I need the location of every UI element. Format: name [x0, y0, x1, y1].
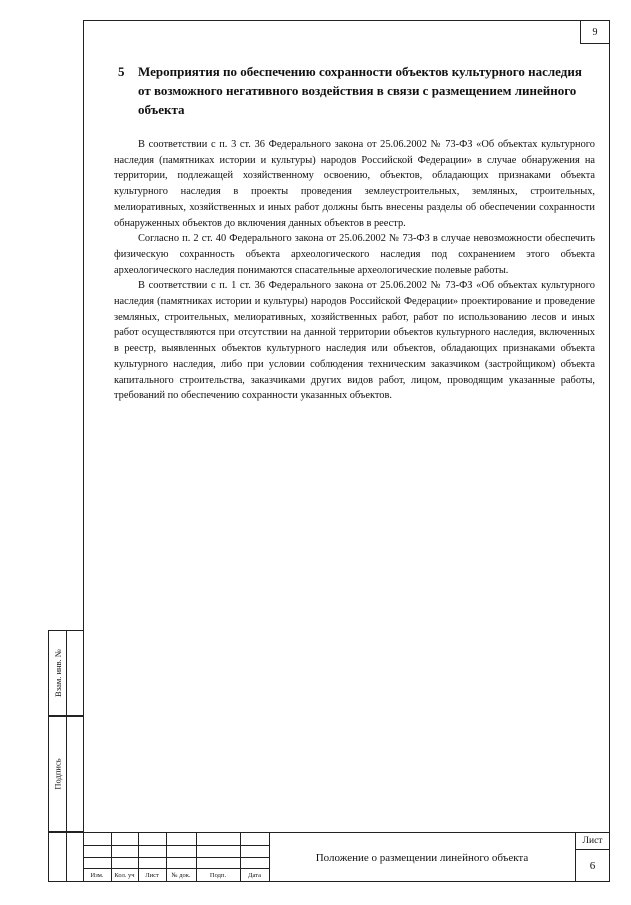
title-block: [83, 832, 610, 882]
tb-col-izm: Изм.: [90, 872, 104, 879]
side-vzam-inv: [48, 630, 83, 716]
side-podpis: [48, 716, 83, 832]
paragraph-3: В соответствии с п. 1 ст. 36 Федерального закона от 25.06.2002 № 73-ФЗ «Об объектах культурного наследия (памятниках истории и культуры) народов Российской Федерации» проектирование и проведение земляных, строительных, мелиоративных, хозяйственных работ, работ по использованию лесов и иных работ осуществляются при отсутствии на данной территории объектов культурного наследия, включенных в реестр, выявленных объектов культурного наследия или объектов, обладающих признаками объекта культурного наследия, либо при условии соблюдения техническим заказчиком (застройщиком) объекта капитального строительства, заказчиками других видов работ, лицом, проводящим указанные работы, требований по обеспечению сохранности указанных объектов.: [114, 280, 595, 402]
section-title: Мероприятия по обеспечению сохранности объектов культурного наследия от возможного негативного воздействия в связи с размещением линейного объекта: [138, 64, 582, 117]
body-text: [114, 137, 595, 404]
section-number: 5: [118, 64, 125, 79]
tb-col-list: Лист: [145, 872, 159, 879]
side-col-label: [49, 833, 67, 881]
sheet-number: 6: [589, 860, 596, 872]
side-label-vzam: Взам. инв. №: [52, 649, 63, 697]
tb-col-no-dok: № док.: [171, 872, 191, 879]
section-heading: [118, 62, 588, 119]
tb-col-kol-uch: Кол. уч: [114, 872, 135, 879]
top-page-number: 9: [580, 20, 610, 44]
paragraph-1: В соответствии с п. 3 ст. 36 Федерального закона от 25.06.2002 № 73-ФЗ «Об объектах культурного наследия (памятниках истории и культуры) народов Российской Федерации» в случае обнаружения на территории, подлежащей хозяйственному освоению, объектов, обладающих признаками объекта культурного наследия в проекты проведения землеустроительных, земляных, строительных, мелиоративных, хозяйственных и иных работ должны быть внесены разделы об обеспечении сохранности обнаруженных объектов до включения данных объектов в реестр.: [114, 139, 595, 229]
document-title: Положение о размещении линейного объекта: [315, 852, 529, 864]
sheet-label: Лист: [582, 836, 603, 846]
side-label-podpis: Подпись: [52, 758, 63, 790]
side-bottom: [48, 832, 83, 882]
tb-col-data: Дата: [248, 872, 261, 879]
tb-col-podp: Подп.: [209, 872, 227, 879]
paragraph-2: Согласно п. 2 ст. 40 Федерального закона от 25.06.2002 № 73-ФЗ в случае невозможности обеспечить физическую сохранность объекта археологического наследия под сохранением этого объекта археологического наследия понимаются спасательные археологические полевые работы.: [114, 233, 595, 276]
